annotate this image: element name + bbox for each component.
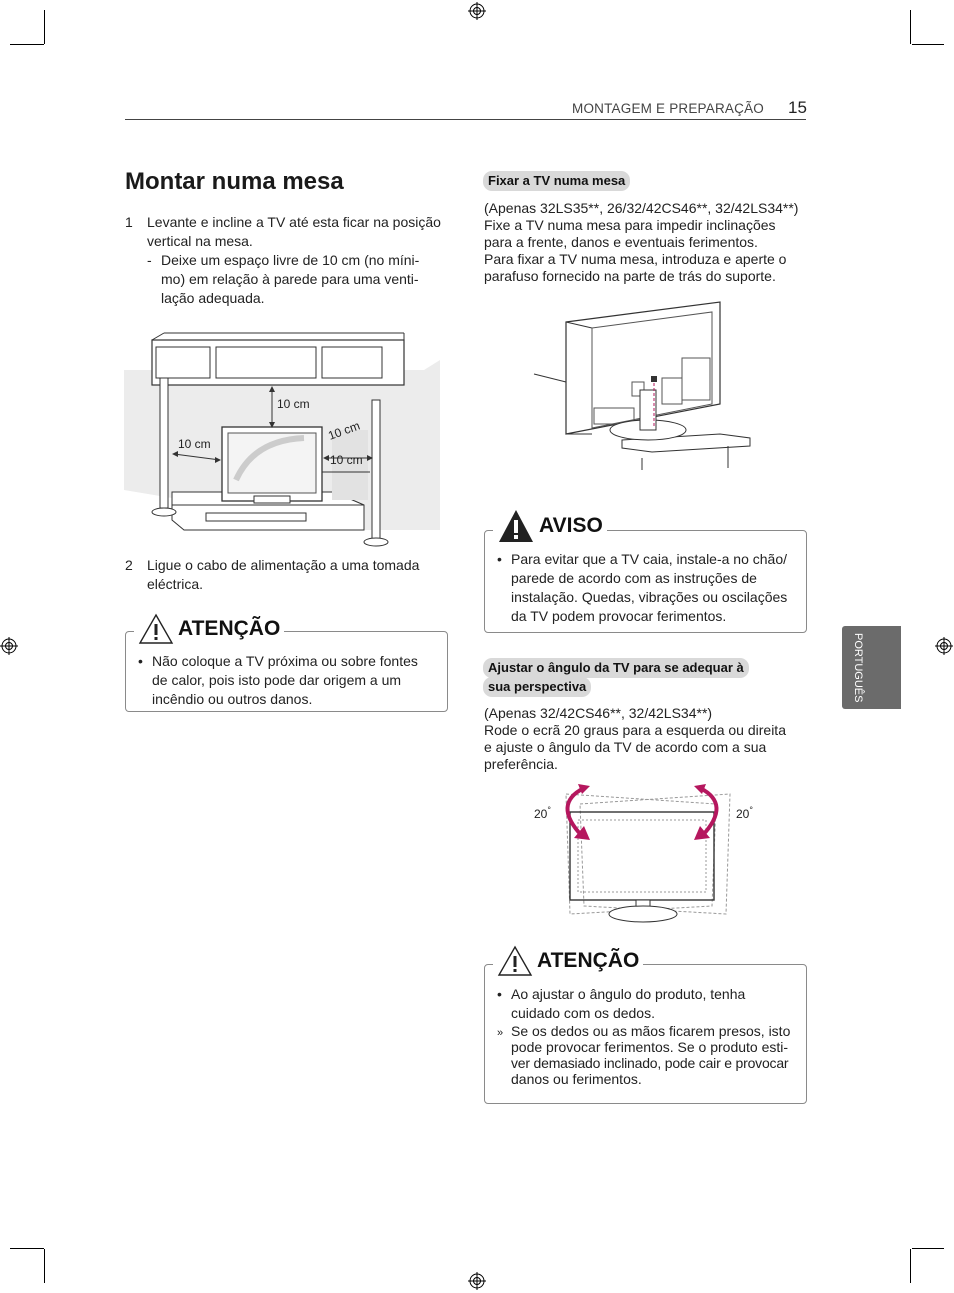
crop-mark bbox=[10, 44, 44, 45]
caution-line-3: incêndio ou outros danos. bbox=[152, 691, 313, 707]
sub-item-line-1: Deixe um espaço livre de 10 cm (no míni- bbox=[161, 252, 420, 268]
right-angle-value: 20 bbox=[736, 807, 750, 821]
step-2-line-1: Ligue o cabo de alimentação a uma tomada bbox=[147, 557, 420, 573]
warning-text bbox=[511, 550, 803, 626]
left-angle-value: 20 bbox=[534, 807, 548, 821]
svg-text:20° bbox=[534, 805, 551, 821]
warning-label: AVISO bbox=[539, 514, 603, 537]
caution-2-line-1: Ao ajustar o ângulo do produto, tenha bbox=[511, 986, 746, 1002]
step-1-sub-item bbox=[147, 251, 437, 309]
warning-line-2: parede de acordo com as instruções de bbox=[511, 570, 757, 586]
angle-line-2: Rode o ecrã 20 graus para a esquerda ou direita bbox=[484, 722, 786, 738]
fix-line-5: parafuso fornecido na parte de trás do suporte. bbox=[484, 268, 776, 284]
top-clearance-label: 10 cm bbox=[277, 397, 310, 411]
caution-line-1: Não coloque a TV próxima ou sobre fontes bbox=[152, 653, 418, 669]
tv-swivel-illustration bbox=[530, 784, 766, 926]
fix-tv-paragraph bbox=[484, 199, 814, 286]
page-number: 15 bbox=[788, 98, 807, 117]
angle-paragraph bbox=[484, 704, 814, 774]
warning-triangle-icon bbox=[497, 508, 535, 544]
warning-line-1: Para evitar que a TV caia, instale-a no chão/ bbox=[511, 551, 788, 567]
crop-mark bbox=[44, 1249, 45, 1283]
svg-text:20° bbox=[736, 805, 753, 821]
step-number: 2 bbox=[125, 557, 133, 573]
section-title: MONTAGEM E PREPARAÇÃO bbox=[572, 101, 764, 116]
caution-2-bullet-text bbox=[511, 985, 803, 1023]
crop-mark bbox=[44, 10, 45, 44]
bullet-marker: • bbox=[497, 986, 502, 1002]
caution-line-2: de calor, pois isto pode dar origem a um bbox=[152, 672, 402, 688]
warning-triangle-icon bbox=[497, 945, 533, 977]
angle-line-3: e ajuste o ângulo da TV de acordo com a sua bbox=[484, 739, 767, 755]
warning-header bbox=[493, 504, 607, 548]
angle-line-1: (Apenas 32/42CS46**, 32/42LS34**) bbox=[484, 705, 713, 721]
section-heading-angle-line-1: Ajustar o ângulo da TV para se adequar à bbox=[483, 658, 749, 678]
degree-symbol: ° bbox=[749, 805, 753, 815]
language-tab bbox=[842, 626, 901, 709]
step-1-line-1: Levante e incline a TV até esta ficar na posição bbox=[147, 214, 441, 230]
crop-mark bbox=[10, 1248, 44, 1249]
registration-mark-icon bbox=[468, 1272, 486, 1290]
warning-triangle-icon bbox=[138, 613, 174, 645]
caution-label: ATENÇÃO bbox=[178, 617, 281, 640]
step-2-line-2: eléctrica. bbox=[147, 576, 204, 592]
section-heading-angle-line-2: sua perspectiva bbox=[483, 677, 591, 697]
step-2 bbox=[125, 556, 455, 596]
caution-text bbox=[152, 652, 442, 709]
caution-2-line-2: cuidado com os dedos. bbox=[511, 1005, 655, 1021]
caution-2-sub-line-1: Se os dedos ou as mãos ficarem presos, isto bbox=[511, 1023, 791, 1039]
registration-mark-icon bbox=[0, 637, 18, 655]
caution-2-sub-line-3: ver demasiado inclinado, pode cair e provocar bbox=[511, 1055, 789, 1071]
registration-mark-icon bbox=[935, 637, 953, 655]
step-1-line-2: vertical na mesa. bbox=[147, 233, 253, 249]
sub-item-line-2: mo) em relação à parede para uma venti- bbox=[161, 271, 419, 287]
dash-marker: - bbox=[147, 252, 152, 268]
caution-header bbox=[134, 611, 284, 647]
caution-2-header bbox=[493, 942, 643, 980]
language-tab-label: PORTUGUÊS bbox=[852, 632, 864, 703]
fix-line-1: (Apenas 32LS35**, 26/32/42CS46**, 32/42LS34**) bbox=[484, 200, 799, 216]
degree-symbol: ° bbox=[547, 805, 551, 815]
angled-clearance-label: 10 cm bbox=[326, 418, 362, 443]
section-heading-fix-tv: Fixar a TV numa mesa bbox=[483, 171, 630, 191]
bullet-marker: • bbox=[138, 653, 143, 669]
crop-mark bbox=[910, 1249, 911, 1283]
fix-line-3: para a frente, danos e eventuais ferimentos. bbox=[484, 234, 758, 250]
caution-2-sub-line-4: danos ou ferimentos. bbox=[511, 1071, 642, 1087]
warning-line-4: da TV podem provocar ferimentos. bbox=[511, 608, 727, 624]
caution-2-sub-text bbox=[511, 1023, 805, 1087]
bullet-marker: • bbox=[497, 551, 502, 567]
header-divider bbox=[125, 119, 806, 120]
crop-mark bbox=[912, 1248, 944, 1249]
sub-item-line-3: lação adequada. bbox=[161, 290, 265, 306]
page-title: Montar numa mesa bbox=[125, 168, 344, 195]
step-number: 1 bbox=[125, 214, 133, 230]
step-1 bbox=[125, 213, 455, 253]
crop-mark bbox=[910, 10, 911, 44]
tv-clearance-illustration bbox=[124, 330, 444, 552]
caution-2-sub-line-2: pode provocar ferimentos. Se o produto esti- bbox=[511, 1039, 789, 1055]
sub-marker: » bbox=[497, 1027, 504, 1039]
warning-line-3: instalação. Quedas, vibrações ou oscilações bbox=[511, 589, 788, 605]
caution-2-label: ATENÇÃO bbox=[537, 949, 640, 972]
right-clearance-label: 10 cm bbox=[330, 453, 363, 467]
crop-mark bbox=[912, 44, 944, 45]
angle-line-4: preferência. bbox=[484, 756, 558, 772]
registration-mark-icon bbox=[468, 2, 486, 20]
fix-line-4: Para fixar a TV numa mesa, introduza e aperte o bbox=[484, 251, 787, 267]
tv-fix-screw-illustration bbox=[532, 298, 754, 472]
fix-line-2: Fixe a TV numa mesa para impedir inclinações bbox=[484, 217, 776, 233]
left-clearance-label: 10 cm bbox=[178, 437, 211, 451]
